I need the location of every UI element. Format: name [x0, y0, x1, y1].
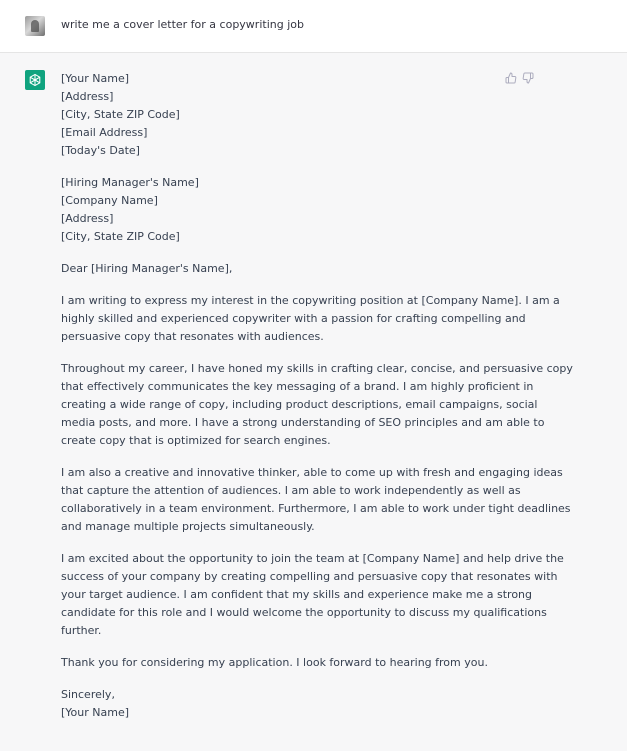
thumbs-down-icon[interactable] [522, 72, 534, 84]
recipient-line: [Address] [61, 212, 114, 225]
sender-line: [City, State ZIP Code] [61, 108, 180, 121]
paragraph-4 [61, 550, 564, 640]
sender-line: [Your Name] [61, 72, 130, 85]
paragraph-3 [61, 464, 571, 536]
paragraph-line: Thank you for considering my application. I look forward to hearing from you. [61, 656, 488, 669]
paragraph-line: collaboratively in a team environment. Furthermore, I am able to work under tight deadlines [61, 502, 571, 515]
recipient-line: [Hiring Manager's Name] [61, 176, 199, 189]
paragraph-line: persuasive copy that resonates with audiences. [61, 330, 324, 343]
paragraph-line: I am writing to express my interest in the copywriting position at [Company Name]. I am a [61, 294, 560, 307]
paragraph-line: candidate for this role and I would welcome the opportunity to discuss my qualifications [61, 606, 547, 619]
paragraph-line: media posts, and more. I have a strong understanding of SEO principles and am able to [61, 416, 545, 429]
user-avatar [25, 16, 45, 36]
paragraph-line: and manage multiple projects simultaneously. [61, 520, 315, 533]
paragraph-line: create copy that is optimized for search engines. [61, 434, 331, 447]
sender-line: [Today's Date] [61, 144, 140, 157]
paragraph-line: I am excited about the opportunity to join the team at [Company Name] and help drive the [61, 552, 564, 565]
paragraph-line: that capture the attention of audiences. I am able to work independently as well as [61, 484, 521, 497]
sender-line: [Email Address] [61, 126, 148, 139]
paragraph-2 [61, 360, 573, 450]
paragraph-line: success of your company by creating compelling and persuasive copy that resonates with [61, 570, 558, 583]
sender-line: [Address] [61, 90, 114, 103]
recipient-line: [Company Name] [61, 194, 158, 207]
assistant-avatar [25, 70, 45, 90]
user-message-row [0, 0, 627, 53]
greeting [61, 260, 501, 278]
paragraph-line: that effectively communicates the key messaging of a brand. I am highly proficient in [61, 380, 534, 393]
paragraph-line: further. [61, 624, 102, 637]
thumbs-up-icon[interactable] [505, 72, 517, 84]
sender-address-block [61, 70, 501, 160]
paragraph-line: creating a wide range of copy, including product descriptions, email campaigns, social [61, 398, 538, 411]
paragraph-line: highly skilled and experienced copywriter with a passion for crafting compelling and [61, 312, 526, 325]
closing-block [61, 686, 501, 722]
assistant-response [61, 70, 573, 736]
paragraph-line: I am also a creative and innovative thinker, able to come up with fresh and engaging ideas [61, 466, 563, 479]
recipient-line: [City, State ZIP Code] [61, 230, 180, 243]
paragraph-line: Throughout my career, I have honed my skills in crafting clear, concise, and persuasive copy [61, 362, 573, 375]
closing-line: Sincerely, [61, 688, 115, 701]
greeting-line: Dear [Hiring Manager's Name], [61, 262, 233, 275]
paragraph-line: your target audience. I am confident that my skills and experience make me a strong [61, 588, 533, 601]
closing-line: [Your Name] [61, 706, 130, 719]
recipient-address-block [61, 174, 501, 246]
openai-logo-icon [28, 73, 42, 87]
paragraph-1 [61, 292, 560, 346]
user-prompt-text: write me a cover letter for a copywriting job [61, 18, 304, 31]
paragraph-5 [61, 654, 501, 672]
